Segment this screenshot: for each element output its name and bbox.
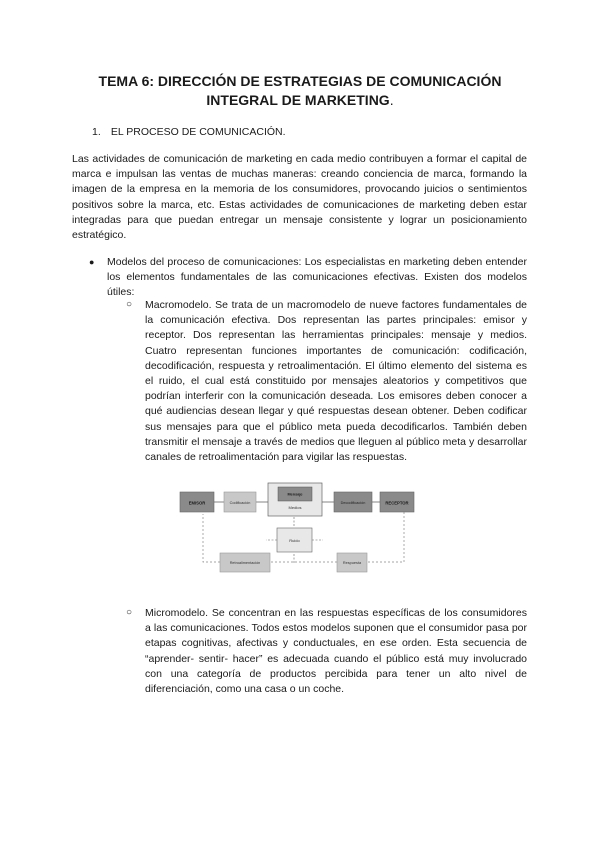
label-codificacion: Codificación — [229, 501, 251, 505]
sub-marker-micromodel: ○ — [126, 607, 133, 618]
box-respuesta — [337, 553, 367, 572]
intro-paragraph: Las actividades de comunicación de marketing en cada medio contribuyen a formar el capital de marca e impulsan las ventas de muchas maneras: creando conciencia de marca, formando la imagen de la empresa en la memoria de los consumidores, provocando juicios o sentimientos positivos sobre la marca, etc. Estas actividades de comunicaciones de marketing deben estar integradas para que puedan entregar un mensaje consistente y lograr un posicionamiento estratégico. — [72, 153, 527, 242]
bullet-marker: ● — [89, 257, 95, 267]
label-decodificacion: Decodificación — [340, 501, 366, 505]
box-mensaje-medios — [268, 483, 322, 516]
label-ruido: Ruido — [289, 538, 300, 543]
label-emisor: EMISOR — [188, 500, 206, 506]
box-ruido — [277, 528, 312, 552]
section-number: 1. — [92, 126, 101, 138]
loop-receptor-respuesta — [367, 512, 404, 562]
sub-marker-macromodel: ○ — [126, 299, 133, 310]
loop-retroalimentacion-emisor — [203, 514, 220, 562]
box-codificacion — [224, 492, 256, 512]
label-respuesta: Respuesta — [342, 561, 362, 565]
label-receptor: RECEPTOR — [385, 500, 409, 506]
box-emisor — [180, 492, 214, 512]
macromodel-text: Macromodelo. Se trata de un macromodelo de nueve factores fundamentales de la comunicación efectiva. Dos representan las partes principales: emisor y receptor. Dos representan las herramientas principales: mensaje y medios. Cuatro representan funciones importantes de comunicación: codificación, decodificación, respuesta y retroalimentación. El último elemento del sistema es el ruido, el cual está constituido por mensajes aleatorios y competitivos que podrían interferir con la comunicación deseada. Los emisores deben conocer a qué audiencias desean llegar y qué respuestas desean obtener. Deben codificar sus mensajes para que el público meta pueda decodificarlos. También deben transmitir el mensaje a través de medios que lleguen al público meta y desarrollar canales de retroalimentación para vigilar las respuestas. — [145, 299, 527, 464]
section-heading-text: EL PROCESO DE COMUNICACIÓN. — [110, 126, 286, 138]
micromodel-text: Micromodelo. Se concentran en las respuestas específicas de los consumidores a las comunicaciones. Todos estos modelos suponen que el consumidor pasa por etapas cognitivas, afectivas y conductuales, en ese orden. Esta secuencia de “aprender- sentir- hacer” es adecuada cuando el público está muy involucrado con una categoría de productos percibida para tener un alto nivel de diferenciación, como una casa o un coche. — [145, 607, 527, 696]
title-period: . — [389, 92, 394, 108]
label-mensaje: Mensaje — [287, 492, 303, 497]
page-title — [70, 72, 530, 110]
communication-process-diagram — [172, 478, 422, 578]
label-retroalimentacion: Retroalimentación — [229, 561, 261, 565]
bullet-models-text: Modelos del proceso de comunicaciones: Los especialistas en marketing deben entender los elementos fundamentales de las comunicaciones efectivas. Existen dos modelos útiles: — [107, 256, 527, 299]
box-receptor — [380, 492, 414, 512]
title-line-2-text: INTEGRAL DE MARKETING — [206, 92, 390, 108]
title-line-1: TEMA 6: DIRECCIÓN DE ESTRATEGIAS DE COMUNICACIÓN — [98, 73, 502, 89]
box-decodificacion — [334, 492, 372, 512]
section-heading — [92, 125, 286, 139]
label-medios: Medios — [288, 505, 302, 510]
box-retroalimentacion — [220, 553, 270, 572]
title-line-2 — [70, 91, 530, 110]
